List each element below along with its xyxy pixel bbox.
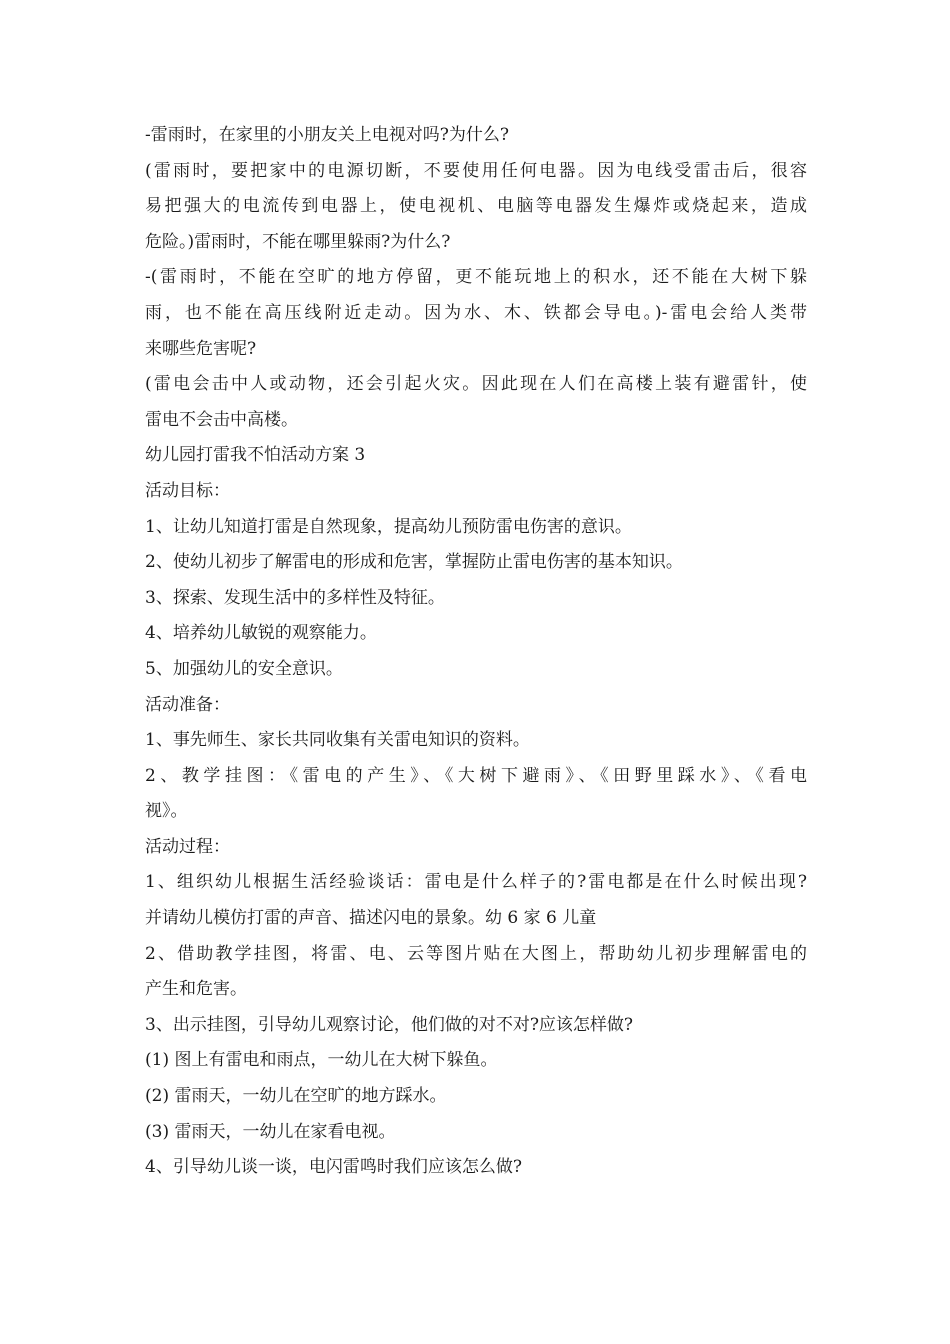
text-line: 易把强大的电流传到电器上，使电视机、电脑等电器发生爆炸或烧起来，造成 [145, 196, 807, 217]
text-line: 雷电不会击中高楼。 [145, 409, 298, 430]
text-line: (雷电会击中人或动物，还会引起火灾。因此现在人们在高楼上装有避雷针，使 [145, 374, 807, 395]
text-line: 1、事先师生、家长共同收集有关雷电知识的资料。 [145, 730, 530, 751]
text-line: 活动过程： [145, 836, 230, 857]
text-line: 1、让幼儿知道打雷是自然现象，提高幼儿预防雷电伤害的意识。 [145, 516, 632, 537]
text-line: 产生和危害。 [145, 979, 247, 1000]
text-line: (2) 雷雨天，一幼儿在空旷的地方踩水。 [145, 1086, 447, 1107]
text-line: 活动目标： [145, 480, 230, 501]
text-line: (1) 图上有雷电和雨点，一幼儿在大树下躲鱼。 [145, 1050, 498, 1071]
text-line: 来哪些危害呢? [145, 338, 257, 359]
text-line: 1、组织幼儿根据生活经验谈话：雷电是什么样子的?雷电都是在什么时候出现? [145, 872, 807, 893]
text-line: 视》。 [145, 801, 188, 822]
text-line: -雷雨时，在家里的小朋友关上电视对吗?为什么? [145, 125, 509, 145]
text-line: 活动准备： [145, 694, 230, 715]
text-line: (雷雨时，要把家中的电源切断，不要使用任何电器。因为电线受雷击后，很容 [145, 160, 807, 181]
text-line: 危险。)雷雨时，不能在哪里躲雨?为什么? [145, 231, 451, 252]
document-page [145, 118, 807, 1186]
text-line: 2、借助教学挂图，将雷、电、云等图片贴在大图上，帮助幼儿初步理解雷电的 [145, 943, 807, 964]
text-line: 2、使幼儿初步了解雷电的形成和危害，掌握防止雷电伤害的基本知识。 [145, 552, 683, 573]
text-line: 雨，也不能在高压线附近走动。因为水、木、铁都会导电。)-雷电会给人类带 [145, 302, 807, 323]
text-line: 4、引导幼儿谈一谈，电闪雷鸣时我们应该怎么做? [145, 1157, 522, 1178]
text-line: 2、教学挂图：《雷电的产生》、《大树下避雨》、《田野里踩水》、《看电 [145, 765, 807, 786]
text-line: 4、培养幼儿敏锐的观察能力。 [145, 623, 377, 644]
text-line: 3、探索、发现生活中的多样性及特征。 [145, 587, 445, 608]
text-line: 5、加强幼儿的安全意识。 [145, 658, 343, 679]
text-line: -(雷雨时，不能在空旷的地方停留，更不能玩地上的积水，还不能在大树下躲 [145, 267, 807, 288]
text-line: 3、出示挂图，引导幼儿观察讨论，他们做的对不对?应该怎样做? [145, 1014, 634, 1035]
text-line: (3) 雷雨天，一幼儿在家看电视。 [145, 1121, 396, 1142]
text-line: 并请幼儿模仿打雷的声音、描述闪电的景象。幼 6 家 6 儿童 [145, 908, 597, 929]
text-line: 幼儿园打雷我不怕活动方案 3 [145, 445, 366, 466]
